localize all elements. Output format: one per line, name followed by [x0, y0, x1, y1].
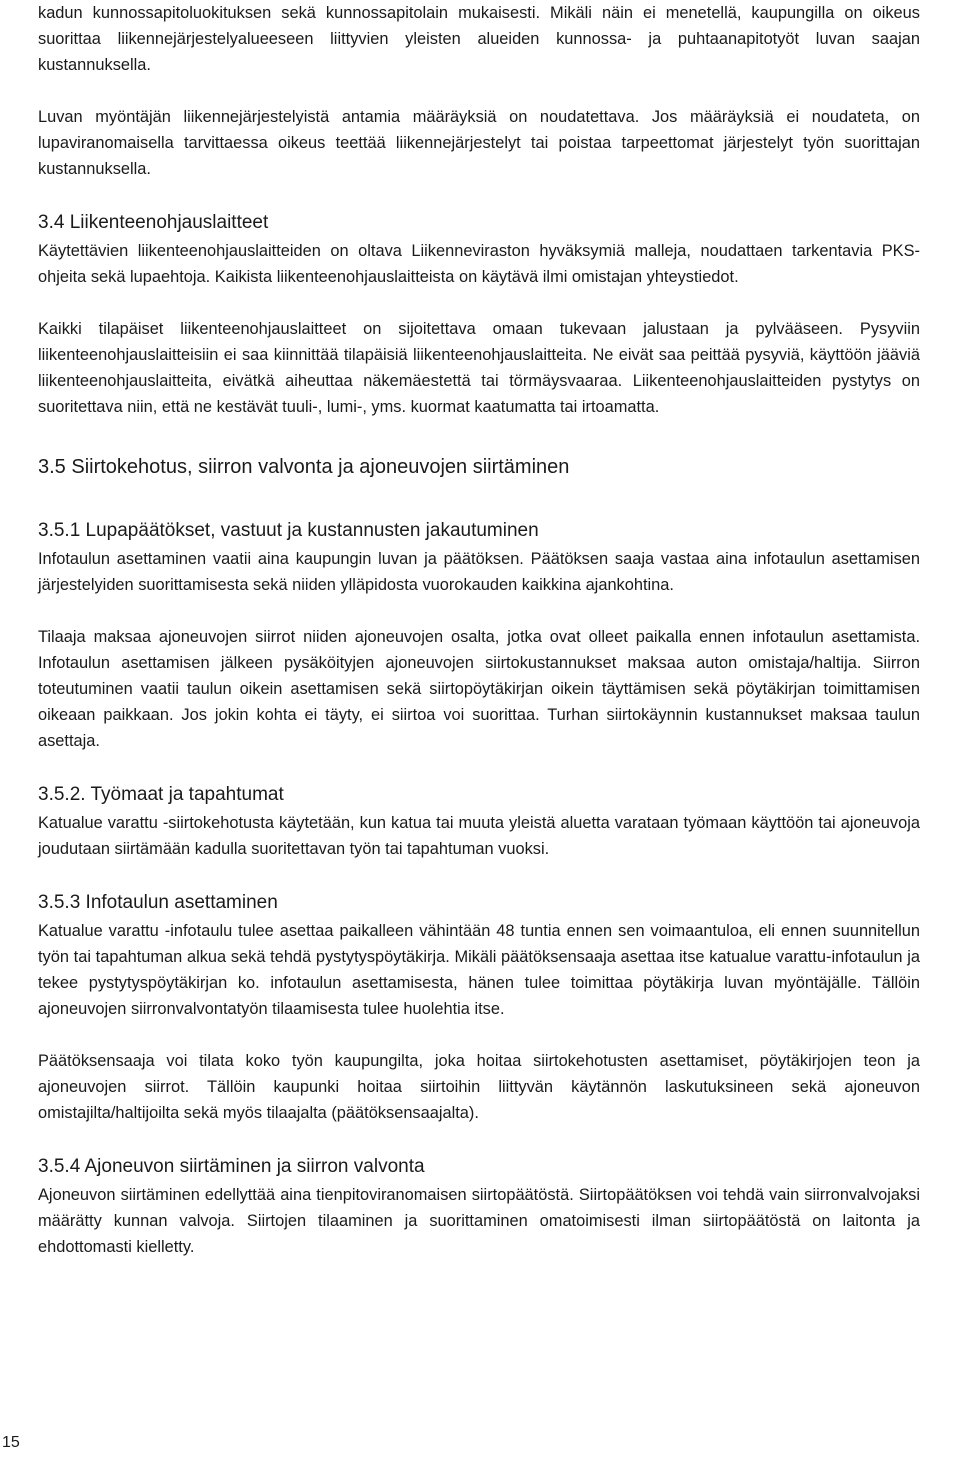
heading-3-5-3: 3.5.3 Infotaulun asettaminen — [38, 892, 278, 913]
paragraph-order-from-city: Päätöksensaaja voi tilata koko työn kaupungilta, joka hoitaa siirtokehotusten asettamiset, pöytäkirjojen teon ja ajoneuvojen siirrot. Tällöin kaupunki hoitaa siirtoihin liittyvän käytännön laskutuksineen sekä ajoneuvon omistajilta/haltijoilta sekä myös tilaajalta (päätöksensaajalta). — [38, 1052, 920, 1122]
heading-3-4: 3.4 Liikenteenohjauslaitteet — [38, 212, 269, 233]
paragraph-transfer-costs: Tilaaja maksaa ajoneuvojen siirrot niiden ajoneuvojen osalta, jotka ovat olleet paikalla ennen infotaulun asettamista. Infotaulun asettamisen jälkeen pysäköityjen ajoneuvojen siirtokustannukset maksaa auton omistaja/haltija. Siirron toteutuminen vaatii taulun oikein asettamisen sekä siirtopöytäkirjan oikein täyttämisen sekä pöytäkirjan toimittamisen oikeaan paikkaan. Jos jokin kohta ei täyty, ei siirtoa voi suorittaa. Turhan siirtokäynnin kustannukset maksaa taulun asettaja. — [38, 628, 920, 750]
paragraph-maintenance: kadun kunnossapitoluokituksen sekä kunnossapitolain mukaisesti. Mikäli näin ei menetellä, kaupungilla on oikeus suorittaa liikennejärjestelyalueeseen liittyvien yleisten alueiden kunnossa- ja puhtaanapitotyöt luvan saajan kustannuksella. — [38, 4, 920, 74]
paragraph-traffic-orders: Luvan myöntäjän liikennejärjestelyistä antamia määräyksiä on noudatettava. Jos määräyksiä ei noudateta, on lupaviranomaisella tarvittaessa oikeus teettää liikennejärjestelyt tai poistaa tarpeettomat järjestelyt työn suorittajan kustannuksella. — [38, 108, 920, 178]
heading-3-5: 3.5 Siirtokehotus, siirron valvonta ja ajoneuvojen siirtäminen — [38, 456, 570, 478]
paragraph-traffic-devices: Käytettävien liikenteenohjauslaitteiden on oltava Liikenneviraston hyväksymiä malleja, noudattaen tarkentavia PKS-ohjeita sekä lupaehtoja. Kaikista liikenteenohjauslaitteista on käytävä ilmi omistajan yhteystiedot. — [38, 242, 920, 286]
paragraph-infotaulu-placement: Katualue varattu -infotaulu tulee asettaa paikalleen vähintään 48 tuntia ennen sen voimaantuloa, eli ennen suunnitellun työn tai tapahtuman alkua sekä tehdä pystytyspöytäkirja. Mikäli päätöksensaaja asettaa itse katualue varattu-infotaulun ja tekee pystytyspöytäkirjan ko. infotaulun asettamisesta, hänen tulee toimittaa pöytäkirja luvan myöntäjälle. Tällöin ajoneuvojen siirronvalvontatyön tilaamisesta tulee huolehtia itse. — [38, 922, 920, 1018]
heading-3-5-1: 3.5.1 Lupapäätökset, vastuut ja kustannusten jakautuminen — [38, 520, 539, 541]
document-page — [38, 0, 920, 1260]
paragraph-worksites-events: Katualue varattu -siirtokehotusta käytetään, kun katua tai muuta yleistä aluetta varataan työmaan käyttöön tai ajoneuvoja joudutaan siirtämään kadulla suoritettavan työn tai tapahtuman vuoksi. — [38, 814, 920, 858]
paragraph-infotaulu-permit: Infotaulun asettaminen vaatii aina kaupungin luvan ja päätöksen. Päätöksen saaja vastaa aina infotaulun asettamisen järjestelyiden suorittamisesta sekä niiden ylläpidosta vuorokauden kaikkina ajankohtina. — [38, 550, 920, 594]
paragraph-temporary-devices: Kaikki tilapäiset liikenteenohjauslaitteet on sijoitettava omaan tukevaan jalustaan ja pylvääseen. Pysyviin liikenteenohjauslaitteisiin ei saa kiinnittää tilapäisiä liikenteenohjauslaitteita. Ne eivät saa peittää pysyviä, käyttöön jääviä liikenteenohjauslaitteita, eivätkä aiheuttaa näkemäestettä tai törmäysvaaraa. Liikenteenohjauslaitteiden pystytys on suoritettava niin, että ne kestävät tuuli-, lumi-, yms. kuormat kaatumatta tai irtoamatta. — [38, 320, 920, 416]
page-number: 15 — [2, 1434, 20, 1451]
paragraph-vehicle-transfer: Ajoneuvon siirtäminen edellyttää aina tienpitoviranomaisen siirtopäätöstä. Siirtopäätöksen voi tehdä vain siirronvalvojaksi määrätty kunnan valvoja. Siirtojen tilaaminen ja suorittaminen omatoimisesti ilman siirtopäätöstä on laitonta ja ehdottomasti kielletty. — [38, 1186, 920, 1256]
heading-3-5-4: 3.5.4 Ajoneuvon siirtäminen ja siirron valvonta — [38, 1156, 425, 1177]
heading-3-5-2: 3.5.2. Työmaat ja tapahtumat — [38, 784, 284, 805]
